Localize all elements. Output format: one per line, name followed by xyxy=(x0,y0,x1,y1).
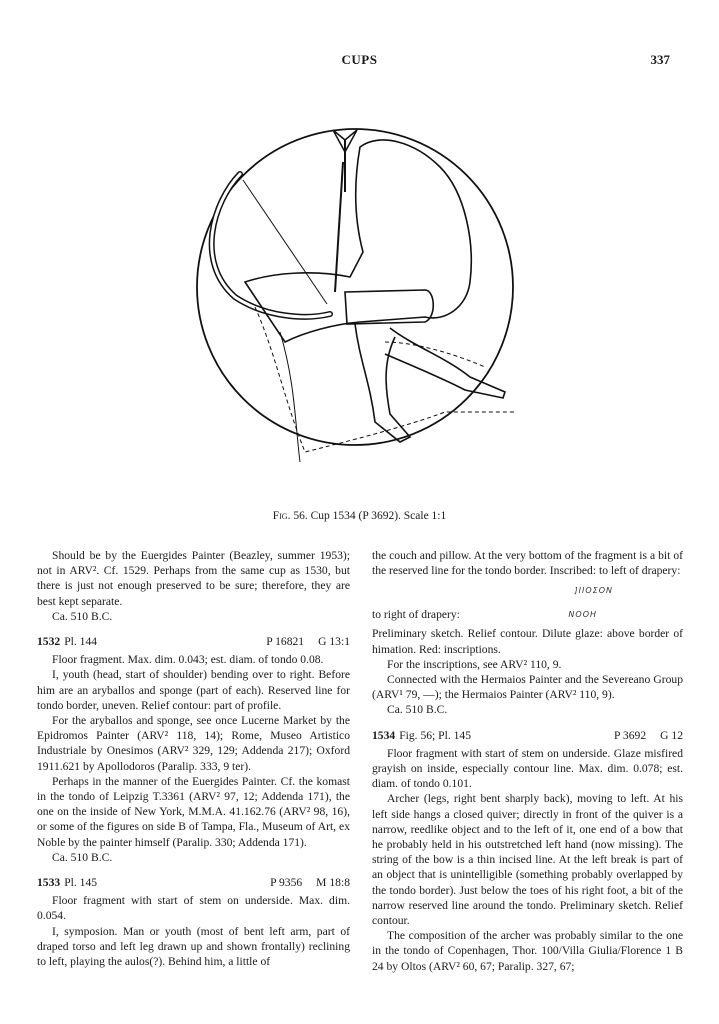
figure-caption xyxy=(0,510,719,522)
entry-1532-heading xyxy=(37,634,350,649)
entry-number: 1533 xyxy=(37,876,61,890)
running-header: CUPS xyxy=(341,52,378,67)
entry-grid: G 12 xyxy=(660,728,683,742)
continuation-date: Ca. 510 B.C. xyxy=(387,703,448,717)
entry-1533-p1: Floor fragment with start of stem on underside. Max. dim. 0.054. xyxy=(37,894,350,923)
intro-paragraph: Should be by the Euergides Painter (Beazley, summer 1953); not in ARV². Cf. 1529. Perhaps from the same cup as 1530, but there is just not enough preserved to be sure; therefore, they are best kept separate. xyxy=(37,549,350,608)
entry-plate: Pl. 145 xyxy=(64,876,98,890)
entry-inventory: P 3692 xyxy=(614,728,647,742)
archer-tondo-drawing xyxy=(185,92,525,492)
right-column xyxy=(372,548,683,974)
reed-object xyxy=(335,162,343,292)
entry-1532-p1: Floor fragment. Max. dim. 0.043; est. diam. of tondo 0.08. xyxy=(52,653,324,667)
entry-number: 1534 xyxy=(372,728,396,742)
bowstring xyxy=(243,180,327,304)
inscription-right-label: to right of drapery: xyxy=(372,607,460,621)
figure-56-drawing xyxy=(185,92,525,492)
inscription-line-2 xyxy=(372,602,683,626)
entry-1532-p2: I, youth (head, start of shoulder) bending over to right. Before him are an aryballos and sponge (part of each). Reserved line for tondo border, uneven. Relief contour: part of profile. xyxy=(37,668,350,712)
entry-plate: Pl. 144 xyxy=(64,635,98,649)
caption-text: Cup 1534 (P 3692). Scale 1:1 xyxy=(310,510,447,522)
caption-label: Fig. 56. xyxy=(272,510,308,522)
archer-legs xyxy=(355,324,505,442)
entry-1532-date: Ca. 510 B.C. xyxy=(52,850,113,864)
entry-1533-heading xyxy=(37,875,350,890)
page-number: 337 xyxy=(650,52,670,67)
bow xyxy=(212,174,330,317)
entry-inventory: P 16821 xyxy=(266,635,305,649)
entry-1532-p4: Perhaps in the manner of the Euergides Painter. Cf. the komast in the tondo of Leipzig T.3361 (ARV² 97, 12; Addenda 171), the one on the inside of New York, M.M.A. 41.162.76 (ARV² 98, 16), or some of the figures on side B of Tampa, Fla., Museum of Art, ex Noble by the painter himself (Paralip. 330; Addenda 171). xyxy=(37,774,350,849)
entry-inventory: P 9356 xyxy=(270,876,303,890)
entry-1534-p1: Floor fragment with start of stem on underside. Glaze misfired grayish on inside, especially contour line. Max. dim. 0.078; est. diam. of tondo 0.101. xyxy=(372,746,683,791)
continuation-p3: For the inscriptions, see ARV² 110, 9. xyxy=(387,657,562,671)
entry-plate: Fig. 56; Pl. 145 xyxy=(399,728,472,742)
entry-1534-p3: The composition of the archer was probably similar to the one in the tondo of Copenhagen, Thor. 100/Villa Giulia/Florence 1 B 24 by Oltos (ARV² 60, 67; Paralip. 327, 67; xyxy=(372,929,683,973)
intro-date: Ca. 510 B.C. xyxy=(52,609,113,623)
entry-1533-p2: I, symposion. Man or youth (most of bent left arm, part of draped torso and left leg drawn up and shown frontally) reclining to left, playing the aulos(?). Behind him, a little of xyxy=(37,924,350,969)
continuation-paragraph: the couch and pillow. At the very bottom of the fragment is a bit of the reserved line for the tondo border. Inscribed: to left of drapery: xyxy=(372,549,683,578)
inscription-right-glyphs: ΝΟΟΗ xyxy=(568,609,597,619)
continuation-p4: Connected with the Hermaios Painter and the Severeano Group (ARV¹ 79, —); the Hermaios Painter (ARV² 110, 9). xyxy=(372,673,683,702)
continuation-p2: Preliminary sketch. Relief contour. Dilute glaze: above border of himation. Red: inscriptions. xyxy=(372,627,683,656)
quiver xyxy=(345,290,433,324)
entry-1532-p3: For the aryballos and sponge, see once Lucerne Market by the Epidromos Painter (ARV² 118, 14); Rome, Museo Artistico Industriale by Onesimos (ARV² 329, 129; Addenda 217); Oxford 1911.621 by Apollodoros (Paralip. 333, 9 ter). xyxy=(37,714,350,773)
inscription-line-1 xyxy=(372,578,683,602)
tondo-border xyxy=(197,129,513,445)
left-column xyxy=(37,548,350,969)
entry-grid: M 18:8 xyxy=(316,876,350,890)
entry-1534-heading xyxy=(372,728,683,743)
entry-1534-p2: Archer (legs, right bent sharply back), moving to left. At his left side hangs a closed quiver; directly in front of the quiver is a narrow, reedlike object and to the left of it, one end of a bow that he probably held in his outstretched left hand (now missing). The string of the bow is a thin incised line. At the left break is part of an object that is unintelligible (something probably overlapped by the tondo border). Just below the toes of his right foot, a bit of the narrow reserved line around the tondo. Preliminary sketch. Relief contour. xyxy=(372,792,683,928)
entry-grid: G 13:1 xyxy=(318,635,350,649)
inscription-left-glyphs: ]ΙΙΟΣΟΝ xyxy=(574,585,613,595)
entry-number: 1532 xyxy=(37,635,61,649)
